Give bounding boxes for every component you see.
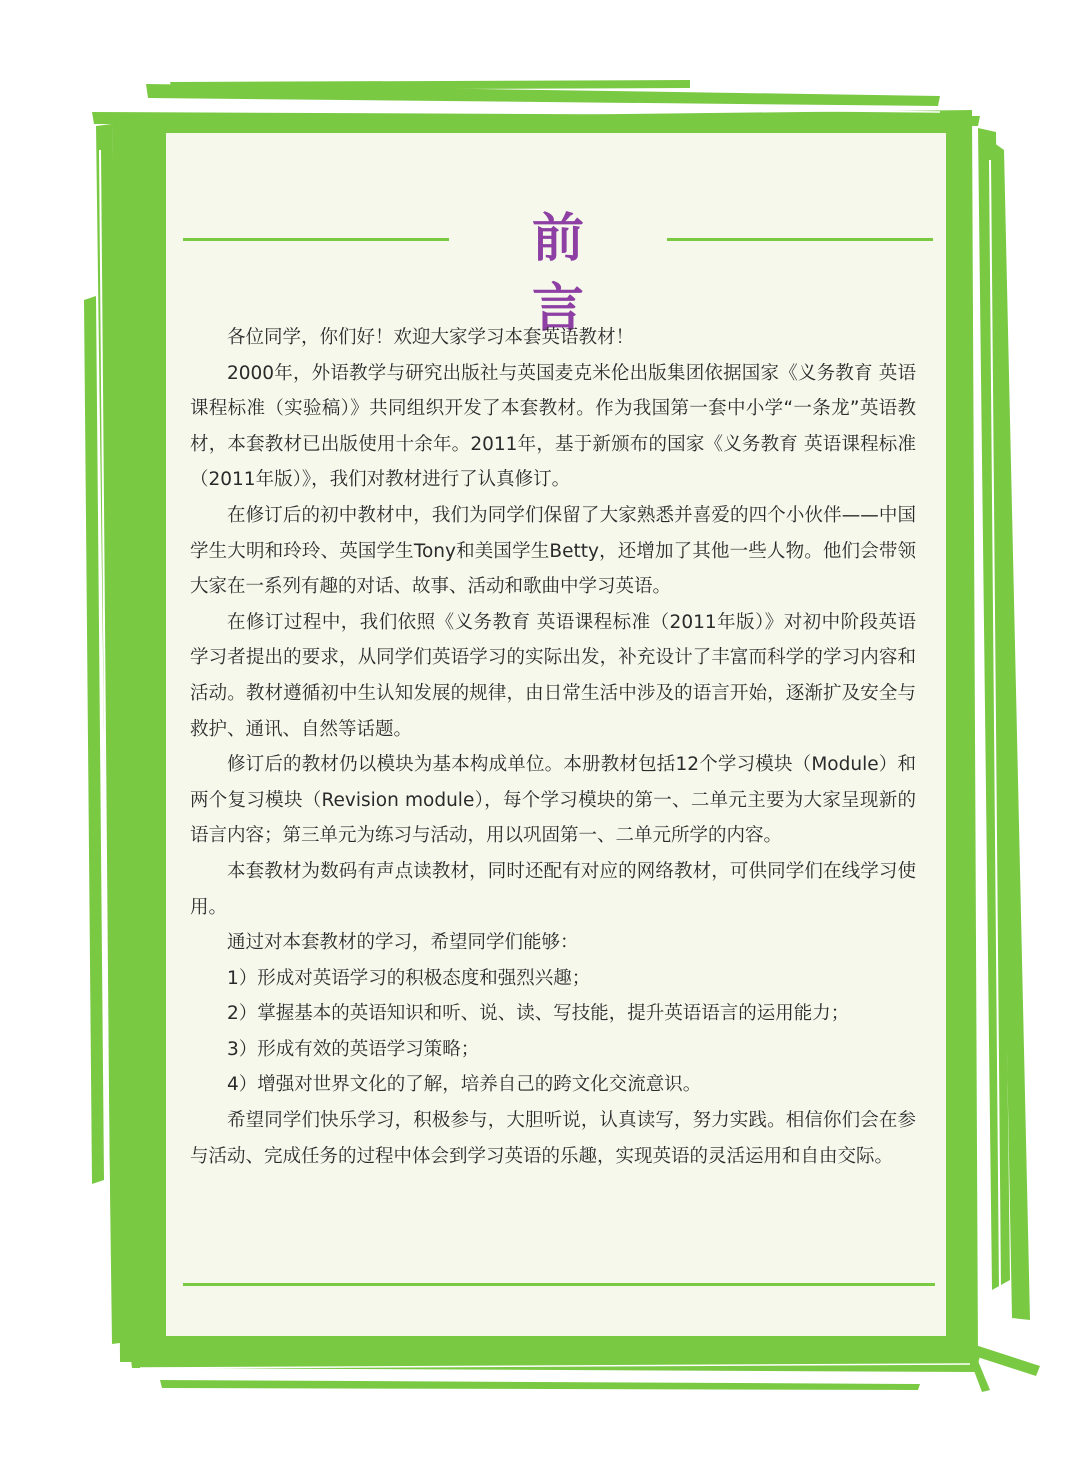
title-divider-left: [183, 238, 449, 241]
paragraph-characters: 在修订后的初中教材中，我们为同学们保留了大家熟悉并喜爱的四个小伙伴——中国学生大明和玲玲、英国学生Tony和美国学生Betty，还增加了其他一些人物。他们会带领大家在一系列有趣的对话、故事、活动和歌曲中学习英语。: [190, 504, 916, 598]
title-divider-right: [667, 238, 933, 241]
bottom-divider: [183, 1283, 935, 1286]
list-item-goal-4: 4）增强对世界文化的了解，培养自己的跨文化交流意识。: [227, 1074, 702, 1096]
preface-body: [190, 320, 916, 1174]
paragraph-digital: 本套教材为数码有声点读教材，同时还配有对应的网络教材，可供同学们在线学习使用。: [190, 860, 916, 918]
paragraph-revision: 在修订过程中，我们依照《义务教育 英语课程标准（2011年版）》对初中阶段英语学习者提出的要求，从同学们英语学习的实际出发，补充设计了丰富而科学的学习内容和活动。教材遵循初中生认知发展的规律，由日常生活中涉及的语言开始，逐渐扩及安全与救护、通讯、自然等话题。: [190, 611, 916, 740]
list-item-goal-2: 2）掌握基本的英语知识和听、说、读、写技能，提升英语语言的运用能力；: [227, 1003, 850, 1025]
paragraph-closing: 希望同学们快乐学习，积极参与，大胆听说，认真读写，努力实践。相信你们会在参与活动、完成任务的过程中体会到学习英语的乐趣，实现英语的灵活运用和自由交际。: [190, 1110, 916, 1167]
paragraph-history: 2000年，外语教学与研究出版社与英国麦克米伦出版集团依据国家《义务教育 英语课程标准（实验稿）》共同组织开发了本套教材。作为我国第一套中小学“一条龙”英语教材，本套教材已出版使用十余年。2011年，基于新颁布的国家《义务教育 英语课程标准（2011年版）》，我们对教材进行了认真修订。: [190, 362, 916, 491]
page-title: 前言: [531, 209, 640, 339]
paragraph-modules: 修订后的教材仍以模块为基本构成单位。本册教材包括12个学习模块（Module）和两个复习模块（Revision module），每个学习模块的第一、二单元主要为大家呈现新的语言内容；第三单元为练习与活动，用以巩固第一、二单元所学的内容。: [190, 754, 916, 847]
list-item-goal-1: 1）形成对英语学习的积极态度和强烈兴趣；: [227, 967, 591, 989]
paragraph-greeting: 各位同学，你们好！欢迎大家学习本套英语教材！: [227, 327, 635, 348]
list-item-goal-3: 3）形成有效的英语学习策略；: [227, 1038, 480, 1060]
paragraph-goals-intro: 通过对本套教材的学习，希望同学们能够：: [227, 932, 579, 954]
